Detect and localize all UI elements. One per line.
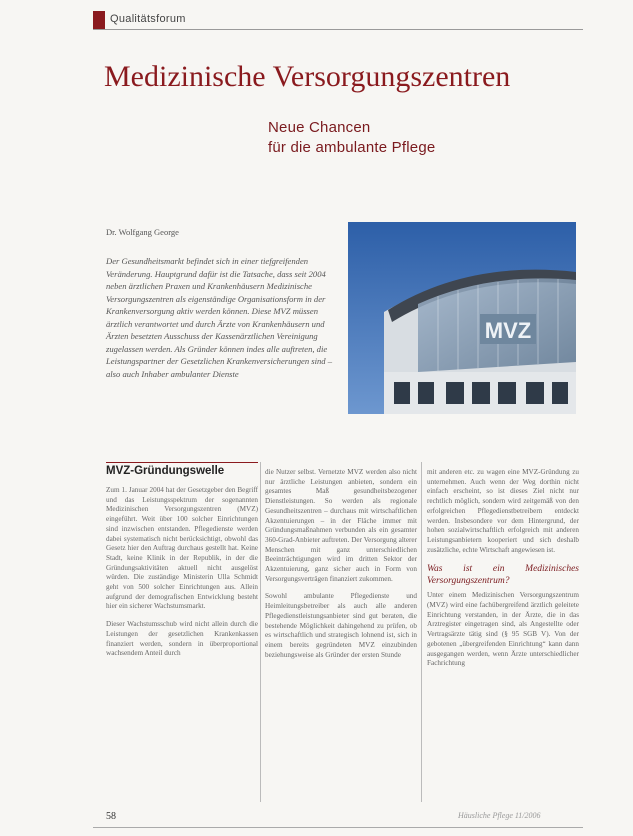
building-illustration: [348, 222, 576, 414]
column-3-paragraph-1: mit anderen etc. zu wagen eine MVZ-Gründung zu unternehmen. Auch wenn der Weg dorthin nicht einfach erscheint, so ist dieses Ziel nicht nur rechtlich möglich, sondern wird zeitgemäß von den erfolgreichen Pflegedienstbetreibern entdeckt werden. Insbesondere vor dem Hintergrund, der hohen sozialwirtschaftlich erfolgreich mit anderen Leistungsanbietern kooperiert und sich deshalb zusätzliche, echte Wirtschaft angewiesen ist.: [427, 468, 579, 554]
column-3-subheading: Was ist ein Medizinisches Versorgungszentrum?: [427, 564, 579, 587]
section-heading: MVZ-Gründungswelle: [106, 462, 258, 477]
text-column-2: [265, 468, 417, 668]
footer-rule: [93, 827, 583, 828]
header-rule: [93, 29, 583, 30]
subtitle-line-1: Neue Chancen: [268, 119, 371, 136]
lead-paragraph: Der Gesundheitsmarkt befindet sich in einer tiefgreifenden Veränderung. Hauptgrund dafür ist die Tatsache, dass seit 2004 neben ärztlichen Praxen und Krankenhäusern Medizinische Versorgungszentren als eigenständige Organisationsform in der Krankenversorgung aktiv werden können. Diese MVZ müssen ärztlich verantwortet und durch Ärzte von Krankenhäusern und Ärzten besetzten Ausschuss der Kassenärztlichen Vereinigung zugelassen werden. Als Gründer können indes alle auftreten, die Leistungspartner der Gesetzlichen Krankenversicherungen sind – also auch Inhaber ambulanter Dienste: [106, 256, 333, 379]
column-2-paragraph-1: die Nutzer selbst. Vernetzte MVZ werden also nicht nur ärztliche Leistungen anbieten, sondern ein gesamtes Maß gesundheitsbezogener Dienstleistungen. So werden als regionale Gesundheitszentren – durchaus mit wirtschaftlichen Akzentuierungen – in der Fläche immer mit Gründungsmaßnahmen verbunden als ein gesamter 360-Grad-Anbieter auftreten. Der Versorgung alterer Menschen mit ganz unterschiedlichen Beeinträchtigungen wird im dritten Sektor der Akzentuierung, ganz sicher auch in Form von Versorgungsverträgen finanziert zukommen.: [265, 468, 417, 583]
section-color-marker: [93, 11, 105, 29]
column-3-paragraph-2: Unter einem Medizinischen Versorgungszentrum (MVZ) wird eine fachübergreifend ärztlich geleitete Einrichtung verstanden, in der Ärzte, die in das Arztregister eingetragen sind, als Angestellte oder Vertragsärzte tätig sind (§ 95 SGB V). Von der gebotenen „übergreifenden Einrichtung“ kann dann ausgegangen werden, wenn Ärzte unterschiedlicher Fachrichtung: [427, 591, 579, 668]
column-1-paragraph-2: Dieser Wachstumsschub wird nicht allein durch die Leistungen der gesetzlichen Krankenkassen finanziert werden, sondern in überproportional wachsendem Anteil durch: [106, 620, 258, 658]
windows: [394, 382, 568, 404]
column-1-paragraph-1: Zum 1. Januar 2004 hat der Gesetzgeber den Begriff und das Leistungsspektrum der sogenannten Medizinischen Versorgungszentren (MVZ) eingeführt. Weit über 100 solcher Einrichtungen sind inzwischen entstanden. Pflegedienste werden dabei systematisch nicht berücksichtigt, obwohl das Gesetz hier den Auftrag durchaus gestellt hat. Keine Stadt, keine Klinik in der Republik, in der die Gründungsaktivitäten aktuell nicht ausgelöst würden. Die zuständige Ministerin Ulla Schmidt geht von 500 solcher Einrichtungen aus. Allein aufgrund der demografischen Entwicklung besteht hier ein sicherer Wachstumsmarkt.: [106, 486, 258, 611]
text-column-1: [106, 472, 258, 667]
mvz-building-photo: [348, 222, 576, 414]
article-subtitle: [268, 118, 435, 158]
journal-footer: Häusliche Pflege 11/2006: [458, 811, 541, 820]
author-byline: Dr. Wolfgang George: [106, 227, 179, 237]
page-number: 58: [106, 811, 116, 822]
text-column-3: [427, 468, 579, 677]
subtitle-line-2: für die ambulante Pflege: [268, 139, 436, 156]
article-title: Medizinische Versorgungszentren: [104, 60, 511, 93]
column-2-paragraph-2: Sowohl ambulante Pflegedienste und Heimleitungsbetreiber als auch alle anderen Pflegedienstleistungsanbieter sind gut beraten, die bestehende Möglichkeit dahingehend zu prüfen, ob es wirtschaftlich und strategisch lohnend ist, sich in einem bereits gegründeten MVZ einzubinden beziehungsweise als Gründer der ersten Stunde: [265, 592, 417, 659]
column-divider: [260, 462, 261, 802]
column-divider: [421, 462, 422, 802]
section-label: Qualitätsforum: [110, 13, 186, 25]
mvz-sign: MVZ: [484, 318, 532, 343]
